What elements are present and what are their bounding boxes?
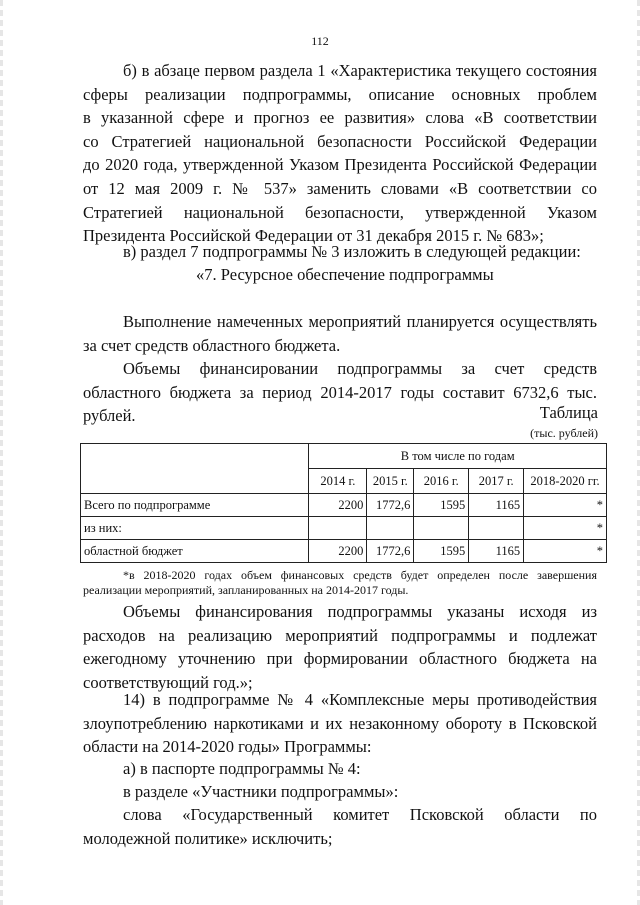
table-group-header: В том числе по годам [309, 444, 607, 469]
section-heading: «7. Ресурсное обеспечение подпрограммы [196, 265, 494, 284]
paragraph-line: б) в абзаце первом раздела 1 «Характеристика текущего состояния [123, 61, 597, 80]
table-cell [367, 517, 414, 540]
table-year-header: 2018-2020 гг. [524, 469, 607, 494]
table-cell: 1772,6 [367, 494, 414, 517]
scan-edge-left [0, 0, 3, 905]
paragraph-line: сферы реализации подпрограммы, описание основных проблем [83, 84, 597, 104]
table-cell: 2200 [309, 540, 367, 563]
table-row [81, 540, 607, 563]
paragraph-line: со Стратегией национальной безопасности Российской Федерации [83, 131, 597, 151]
table-cell: * [524, 517, 607, 540]
table-cell: 1595 [414, 494, 469, 517]
paragraph-text: в разделе «Участники подпрограммы»: [123, 782, 399, 801]
paragraph-line: Стратегией национальной безопасности, утвержденной Указом [83, 202, 597, 222]
table-header-row [81, 444, 607, 469]
paragraph-words [83, 803, 597, 850]
table-row-label: областной бюджет [81, 540, 309, 563]
table-cell: 1595 [414, 540, 469, 563]
paragraph-volumes [83, 357, 597, 428]
table-row-label: Всего по подпрограмме [81, 494, 309, 517]
paragraph-line: Президента Российской Федерации от 31 декабря 2015 г. № 683»; [83, 226, 544, 246]
paragraph-execution [83, 310, 597, 357]
table-cell [469, 517, 524, 540]
paragraph-b [83, 59, 597, 248]
table-cell: 1772,6 [367, 540, 414, 563]
financing-table [80, 443, 607, 563]
table-row-label: из них: [81, 517, 309, 540]
paragraph-text: Выполнение намеченных мероприятий планируется осуществлять за счет средств областного бюджета. [83, 312, 597, 355]
table-cell [414, 517, 469, 540]
table-corner-cell [81, 444, 309, 494]
table-year-header: 2017 г. [469, 469, 524, 494]
table-cell: 2200 [309, 494, 367, 517]
paragraph-text: Объемы финансировании подпрограммы за счет средств областного бюджета за период 2014-2017 годы составит 6732,6 тыс. рублей. [83, 359, 597, 426]
paragraph-volumes-2 [83, 600, 597, 694]
table-unit: (тыс. рублей) [530, 426, 598, 440]
table-cell: 1165 [469, 494, 524, 517]
paragraph-text: 14) в подпрограмме № 4 «Комплексные меры противодействия злоупотреблению наркотиками и их незаконному обороту в Псковской области на 2014-2020 годы» Программы: [83, 690, 597, 757]
paragraph-text: Объемы финансирования подпрограммы указаны исходя из расходов на реализацию мероприятий подпрограммы и подлежат ежегодному уточнению при формировании областного бюджета на соответствующий год.»; [83, 602, 597, 692]
table-cell: * [524, 540, 607, 563]
paragraph-text: слова «Государственный комитет Псковской области по молодежной политике» исключить; [83, 805, 597, 848]
table-year-header: 2014 г. [309, 469, 367, 494]
paragraph-line: в указанной сфере и прогноз ее развития» слова «В соответствии [83, 108, 597, 128]
footnote-text: *в 2018-2020 годах объем финансовых средств будет определен после завершения реализации мероприятий, запланированных на 2014-2017 годы. [83, 568, 597, 597]
paragraph-v [83, 240, 597, 264]
paragraph-14 [83, 688, 597, 759]
paragraph-line: до 2020 года, утвержденной Указом Президента Российской Федерации [83, 155, 597, 175]
table-row [81, 494, 607, 517]
paragraph-text: в) раздел 7 подпрограммы № 3 изложить в следующей редакции: [123, 242, 581, 261]
paragraph-section [83, 780, 597, 804]
table-caption: Таблица [539, 403, 598, 422]
table-cell [309, 517, 367, 540]
table-year-header: 2016 г. [414, 469, 469, 494]
table-footnote [83, 568, 597, 598]
paragraph-a [83, 757, 597, 781]
table-row [81, 517, 607, 540]
paragraph-line: от 12 мая 2009 г. № 537» заменить словами «В соответствии со [83, 178, 597, 198]
table-cell: 1165 [469, 540, 524, 563]
table-cell: * [524, 494, 607, 517]
table-year-header: 2015 г. [367, 469, 414, 494]
paragraph-text: а) в паспорте подпрограммы № 4: [123, 759, 361, 778]
page-number: 112 [311, 34, 329, 48]
